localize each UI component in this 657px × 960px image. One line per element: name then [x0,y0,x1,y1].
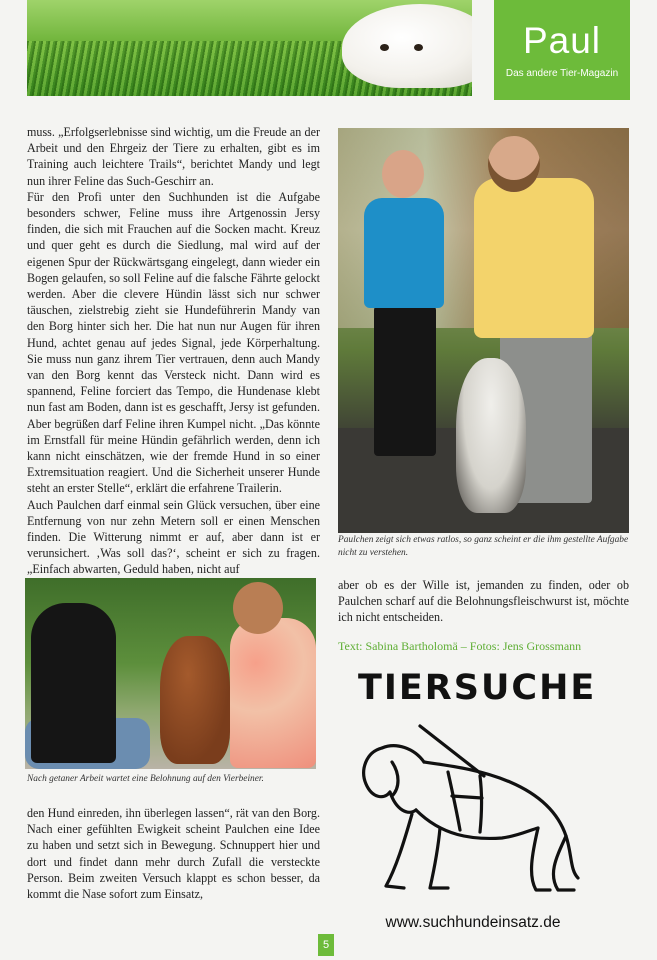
photo-reward-for-dog [25,578,316,769]
woman-braid-head [233,582,283,634]
paragraph: Für den Profi unter den Suchhunden ist die Aufgabe besonders schwer, Feline muss ihre Artgenossin Jersy finden, die sich mit Frauchen auf die Socken macht. Kreuz und quer geht es durch die Siedlung, mal wird auf der eigenen Spur der Rückwärtsgang eingelegt, dann wieder ein Bogen gelaufen, so soll Feline auf die falsche Fährte gelockt werden. Aber die clevere Hündin lässt sich nur schwer täuschen, zielstrebig zieht sie Hundeführerin Mandy van den Borg hinter sich her. Die hat nun nur Augen für ihren Hund, achtet genau auf jedes Signal, jede Körperhaltung. Sie muss nun ganz ihrem Tier vertrauen, denn auch Mandy van den Borg kennt das Versteck nicht. Dann wird es spannend, Feline forciert das Tempo, die Hundenase klebt nun fast am Boden, dann ist es geschafft, Jersy ist gefunden. Aber begrüßen darf Feline ihren Kumpel nicht. „Das könnte im Ernstfall für meine Hündin gefährlich werden, denn ich kann nicht einschätzen, wie der fremde Hund in so einer Extremsituation reagiert. Und die Sicherheit unserer Hunde steht an erster Stelle“, erklärt die erfahrene Trailerin. [27,189,320,496]
brown-dog [160,636,230,764]
magazine-brand-box [494,0,630,100]
search-dog-logo-icon [352,718,592,908]
brand-subtitle: Das andere Tier-Magazin [505,68,619,79]
brand-name: Paul [522,20,602,61]
article-column-left-bottom: den Hund einreden, ihn überlegen lassen“, rät van den Borg. Nach einer gefühlten Ewigkeit scheint Paulchen eine Idee zu haben und setzt sich in Bewegung. Schnuppert hier und dort und findet dann mehr durch Zufall die versteckte Person. Beim zweiten Versuch klappt es schon besser, da kommt die Nase sofort zum Einsatz, [27,806,320,902]
paragraph: Auch Paulchen darf einmal sein Glück versuchen, über eine Entfernung von nur zehn Metern soll er einen Menschen finden. Die Witterung nimmt er auf, aber dann ist er verunsichert. ‚Was soll das?‘, scheint er sich zu fragen. „Einfach abwarten, Geduld haben, nicht auf [27,497,320,577]
article-column-left-top [27,124,320,578]
page-number: 5 [318,934,334,956]
woman-black-shirt [31,603,116,763]
person-blue-shirt [364,198,444,308]
person-blue-head [382,150,424,198]
header-photo-dog-in-grass [27,0,472,96]
photo2-caption: Nach getaner Arbeit wartet eine Belohnung auf den Vierbeiner. [27,774,264,784]
photo1-caption: Paulchen zeigt sich etwas ratlos, so ganz scheint er die ihm gestellte Aufgabe nicht zu verstehen. [338,535,629,558]
white-dog-head [342,4,472,88]
article-credit: Text: Sabina Bartholomä – Fotos: Jens Grossmann [338,639,582,653]
person-yellow-shirt [474,178,594,338]
website-url: www.suchhundeinsatz.de [385,914,561,931]
paragraph: muss. „Erfolgserlebnisse sind wichtig, um die Freude an der Arbeit und den Ehrgeiz der Tiere zu erhalten, gibt es im Training auch leichtere Trails“, berichtet Mandy und legt nun ihrer Feline das Such-Geschirr an. [27,125,320,188]
person-yellow-head [488,136,540,192]
tiersuche-logo-title: TIERSUCHE [358,668,597,708]
photo-trainers-with-dog [338,128,629,533]
article-column-right: aber ob es der Wille ist, jemanden zu finden, oder ob Paulchen scharf auf die Belohnungsfleischwurst ist, möchte ich nicht entscheiden. [338,578,629,625]
woman-floral-shirt [230,618,316,768]
bearded-collie-dog [456,358,526,513]
person-blue-legs [374,306,436,456]
